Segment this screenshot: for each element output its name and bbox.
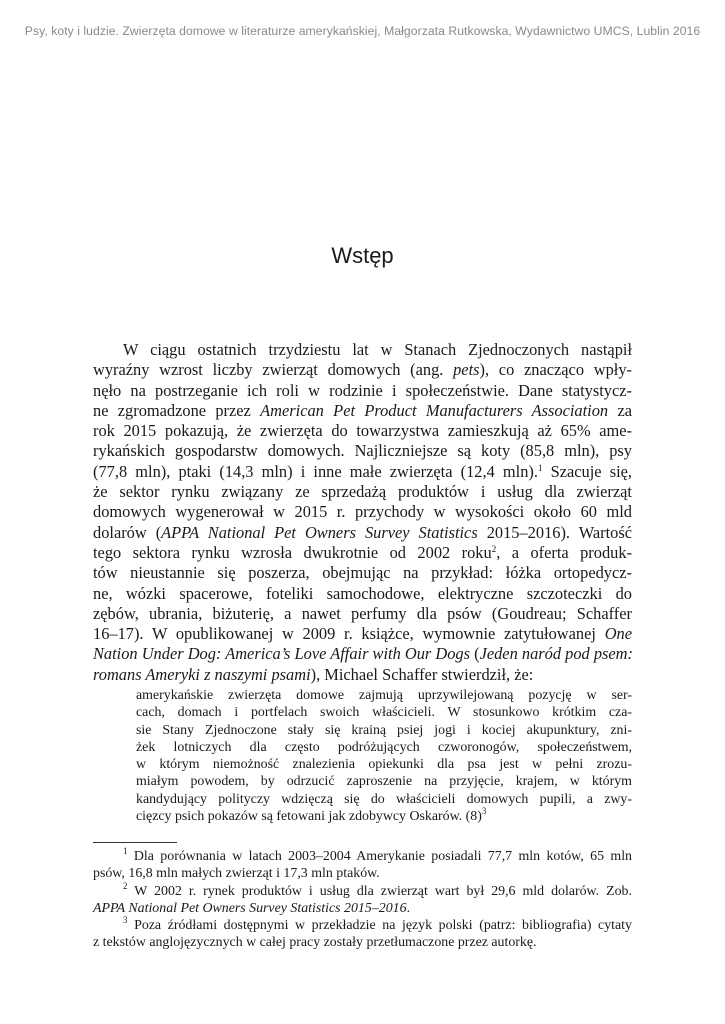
quote-line: w którym niemożność znalezienia opiekunki dla psa jest w pełni zrozu- <box>136 757 632 773</box>
text-line: 16–17). W opublikowanej w 2009 r. książce, wymownie zatytułowanej One <box>93 624 632 644</box>
text-line: ne, wózki spacerowe, foteliki samochodowe, elektryczne szczoteczki do <box>93 583 632 603</box>
footnote-1: $^1$ Dla porównania w latach 2003–2004 Amerykanie posiadali 77,7 mln kotów, 65 mln <box>123 846 632 864</box>
text-line: ne zgromadzone przez American Pet Product Manufacturers Association za <box>93 400 632 420</box>
footnotes <box>93 848 632 952</box>
footnote-2-cont: APPA National Pet Owners Survey Statistics 2015–2016. <box>93 900 411 916</box>
text-line: Nation Under Dog: America’s Love Affair with Our Dogs (Jeden naród pod psem: <box>93 644 633 664</box>
text-line: domowych wygenerował w 2015 r. przychody w wysokości około 60 mld <box>93 502 632 522</box>
footnote-3: $^3$ Poza źródłami dostępnymi w przekładzie na język polski (patrz: bibliografia) cytaty <box>123 915 632 934</box>
footnote-ref: 2 <box>491 543 497 554</box>
text-line: tów nieustannie się poszerza, obejmując na przykład: łóżka ortopedycz- <box>93 563 632 583</box>
text-line: nęło na postrzeganie ich roli w rodzinie i społeczeństwie. Dane statystycz- <box>93 380 632 400</box>
footnote-3-cont: z tekstów anglojęzycznych w całej pracy zostały przetłumaczone przez autorkę. <box>93 935 537 951</box>
body-paragraph <box>93 340 632 685</box>
running-head: Psy, koty i ludzie. Zwierzęta domowe w literaturze amerykańskiej, Małgorzata Rutkowska, Wydawnictwo UMCS, Lublin 2016 <box>24 24 701 38</box>
quote-line: cięzcy psich pokazów są fetowani jak zdobywcy Oskarów. $(8)^3$ <box>136 806 487 825</box>
quote-line: miałym powodem, by odrzucić zaproszenie na przyjęcie, krajem, w którym <box>136 774 632 790</box>
block-quote <box>136 687 632 825</box>
text-line: rykańskich gospodarstw domowych. Najliczniejsze są koty (85,8 mln), psy <box>93 441 632 461</box>
text-line: zębów, ubrania, biżuterię, a nawet perfumy dla psów (Goudreau; Schaffer <box>93 603 632 623</box>
quote-line: cach, domach i portfelach swoich właścicieli. W stosunkowo krótkim cza- <box>136 705 632 721</box>
footnote-2: $^2$ W 2002 r. rynek produktów i usług dla zwierząt wart był 29,6 mld dolarów. Zob. <box>123 880 632 899</box>
text-line: tego sektora rynku wzrosła dwukrotnie od 2002 roku$^2$, a oferta produk- <box>93 542 632 562</box>
footnote-ref: 1 <box>537 462 543 473</box>
quote-line: sie Stany Zjednoczone stały się krainą psiej jogi i kociej akupunktury, zni- <box>136 722 632 738</box>
quote-line: żek lotniczych dla często podróżujących czworonogów, społeczeństwem, <box>136 739 632 755</box>
footnote-ref: 3 <box>481 806 487 817</box>
text-line: wyraźny wzrost liczby zwierząt domowych (ang. pets), co znacząco wpły- <box>93 360 632 380</box>
text-line: (77,8 mln), ptaki (14,3 mln) i inne małe zwierzęta (12,4 mln).$^1$ Szacuje się, <box>93 461 632 481</box>
text-line: W ciągu ostatnich trzydziestu lat w Stanach Zjednoczonych nastąpił <box>123 340 632 359</box>
text-line: romans Ameryki z naszymi psami), Michael Schaffer stwierdził, że: <box>93 664 534 684</box>
quote-line: amerykańskie zwierzęta domowe zajmują uprzywilejowaną pozycję w ser- <box>136 688 632 703</box>
text-line: dolarów (APPA National Pet Owners Survey Statistics 2015–2016). Wartość <box>93 522 632 542</box>
footnote-1-cont: psów, 16,8 mln małych zwierząt i 17,3 mln ptaków. <box>93 866 380 882</box>
chapter-title: Wstęp <box>331 242 394 268</box>
quote-line: kandydujący polityczy wdzięczą się do właścicieli domowych pupili, a zwy- <box>136 791 632 807</box>
text-line: że sektor rynku związany ze sprzedażą produktów i usług dla zwierząt <box>93 482 632 502</box>
text-line: rok 2015 pokazują, że zwierzęta do towarzystwa zamieszkują aż 65% ame- <box>93 421 632 441</box>
footnote-rule <box>93 842 177 843</box>
